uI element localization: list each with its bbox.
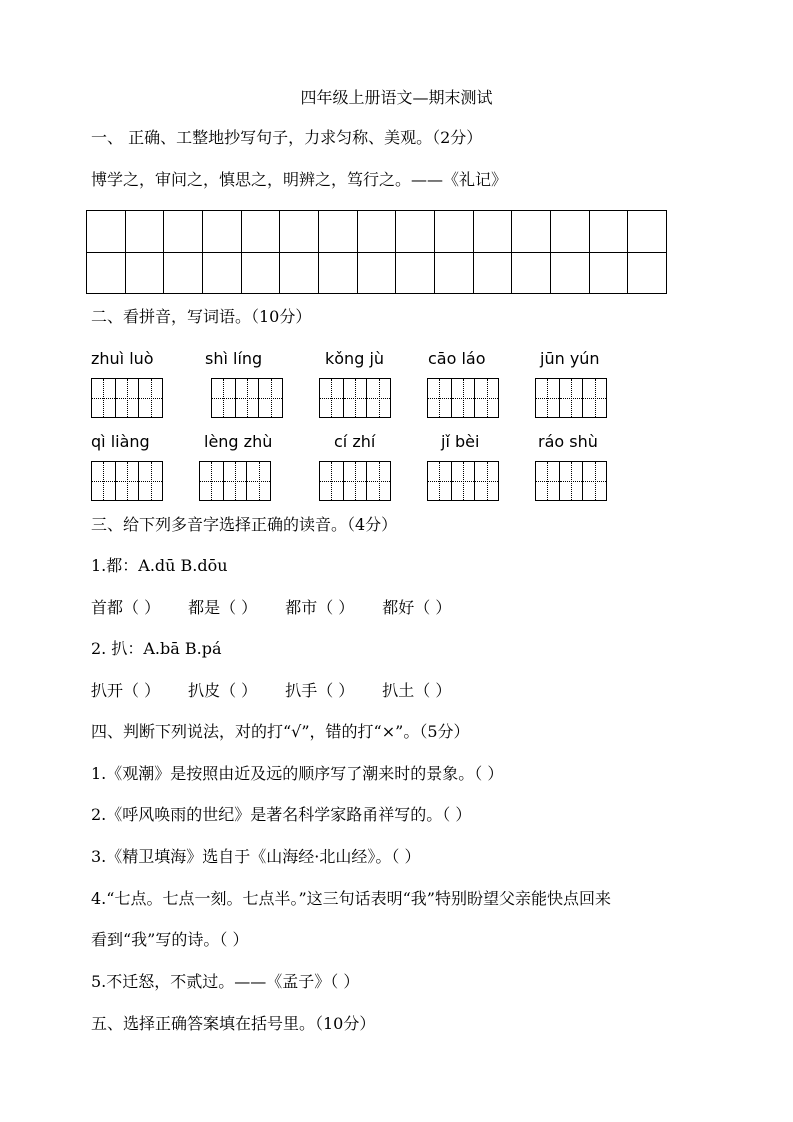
grid-cell[interactable] [87,252,126,294]
pinyin-label: lèng zhù [204,432,273,451]
answer-item[interactable]: 扒皮（ ） [188,681,258,700]
answer-item[interactable]: 扒土（ ） [382,681,452,700]
grid-cell[interactable] [512,252,551,294]
judge-item[interactable]: 1.《观潮》是按照由近及远的顺序写了潮来时的景象。（ ） [91,764,504,783]
pinyin-label: zhuì luò [91,349,154,368]
pinyin-label: jūn yún [540,349,600,368]
grid-cell[interactable] [589,211,628,253]
answer-item[interactable]: 都市（ ） [285,598,355,617]
copy-sentence: 博学之，审问之，慎思之，明辨之，笃行之。——《礼记》 [91,170,508,189]
grid-cell[interactable] [512,211,551,253]
tianzi-box[interactable] [91,461,163,501]
grid-cell[interactable] [473,211,512,253]
grid-cell[interactable] [164,252,203,294]
section-2-heading: 二、看拼音，写词语。（10分） [91,307,312,326]
grid-cell[interactable] [280,252,319,294]
pinyin-label: shì líng [205,349,263,368]
pinyin-label: cāo láo [428,349,486,368]
grid-cell[interactable] [396,252,435,294]
grid-cell[interactable] [280,211,319,253]
tianzi-box[interactable] [427,378,499,418]
tianzi-box[interactable] [427,461,499,501]
grid-cell[interactable] [357,211,396,253]
grid-cell[interactable] [202,252,241,294]
section-5-heading: 五、选择正确答案填在括号里。（10分） [91,1014,376,1033]
pinyin-label: qì liàng [91,432,150,451]
judge-item[interactable]: 5.不迁怒，不贰过。——《孟子》（ ） [91,972,360,991]
question-2: 2. 扒：A.bā B.pá [91,639,222,658]
answer-item[interactable]: 扒手（ ） [285,681,355,700]
judge-item[interactable]: 3.《精卫填海》选自于《山海经·北山经》。（ ） [91,847,421,866]
answer-item[interactable]: 首都（ ） [91,598,161,617]
grid-cell[interactable] [628,211,667,253]
answer-item[interactable]: 都好（ ） [382,598,452,617]
grid-cell[interactable] [125,211,164,253]
tianzi-box[interactable] [199,461,271,501]
grid-cell[interactable] [241,211,280,253]
grid-cell[interactable] [589,252,628,294]
grid-cell[interactable] [434,252,473,294]
grid-cell[interactable] [550,211,589,253]
judge-item: 4.“七点。七点一刻。七点半。”这三句话表明“我”特别盼望父亲能快点回来 [91,889,611,908]
grid-cell[interactable] [87,211,126,253]
answer-item[interactable]: 都是（ ） [188,598,258,617]
grid-cell[interactable] [396,211,435,253]
grid-cell[interactable] [202,211,241,253]
judge-item[interactable]: 2.《呼风唤雨的世纪》是著名科学家路甬祥写的。（ ） [91,805,472,824]
copy-grid[interactable] [86,210,667,294]
grid-cell[interactable] [473,252,512,294]
tianzi-box[interactable] [91,378,163,418]
grid-cell[interactable] [628,252,667,294]
grid-row-2 [87,252,667,294]
grid-cell[interactable] [318,211,357,253]
grid-cell[interactable] [241,252,280,294]
grid-cell[interactable] [434,211,473,253]
question-2-items [91,681,451,701]
tianzi-box[interactable] [319,461,391,501]
page-title: 四年级上册语文—期末测试 [300,88,493,107]
grid-cell[interactable] [357,252,396,294]
grid-cell[interactable] [164,211,203,253]
question-1: 1.都：A.dū B.dōu [91,556,228,575]
judge-item-continued[interactable]: 看到“我”写的诗。（ ） [91,930,249,949]
pinyin-label: cí zhí [334,432,376,451]
tianzi-box[interactable] [535,378,607,418]
answer-item[interactable]: 扒开（ ） [91,681,161,700]
grid-cell[interactable] [550,252,589,294]
pinyin-label: jǐ bèi [441,432,480,451]
section-3-heading: 三、给下列多音字选择正确的读音。（4分） [91,515,398,534]
tianzi-box[interactable] [319,378,391,418]
tianzi-box[interactable] [211,378,283,418]
question-1-items [91,598,451,618]
pinyin-label: ráo shù [538,432,598,451]
grid-cell[interactable] [318,252,357,294]
grid-cell[interactable] [125,252,164,294]
grid-row-1 [87,211,667,253]
section-1-heading: 一、 正确、工整地抄写句子，力求匀称、美观。（2分） [91,128,483,147]
pinyin-label: kǒng jù [325,349,385,368]
section-4-heading: 四、判断下列说法，对的打“√”，错的打“×”。（5分） [91,722,470,741]
tianzi-box[interactable] [535,461,607,501]
